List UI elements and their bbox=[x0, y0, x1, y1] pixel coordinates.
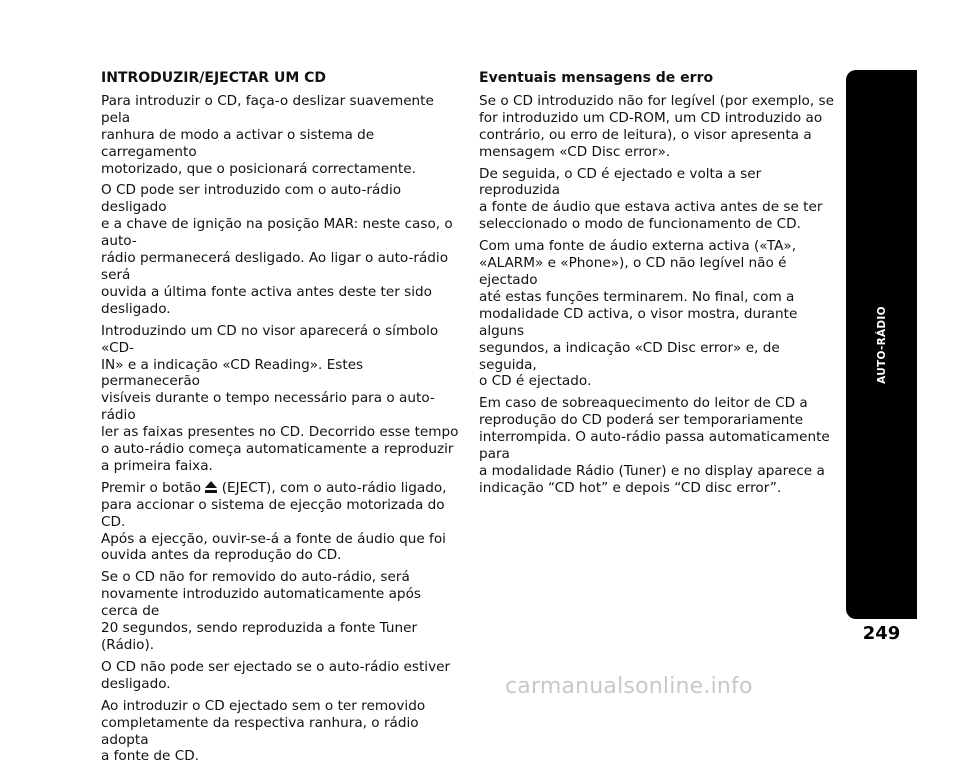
paragraph: O CD não pode ser ejectado se o auto-rádio estiver desligado. bbox=[101, 658, 451, 692]
paragraph: Ao introduzir o CD ejectado sem o ter removido completamente da respectiva ranhura, o rádio adopta a fonte de CD. bbox=[101, 697, 426, 765]
paragraph: Introduzindo um CD no visor aparecerá o símbolo «CD- IN» e a indicação «CD Reading». Estes permanecerão visíveis durante o tempo necessário para o auto-rádio ler as faixas presentes no CD. Decorrido esse tempo o auto-rádio começa automaticamente a reproduzir a primeira faixa. bbox=[101, 322, 459, 474]
paragraph: Com uma fonte de áudio externa activa («TA», «ALARM» e «Phone»), o CD não legível não é ejectado até estas funções terminarem. No final, com a modalidade CD activa, o visor mostra, durante alguns segundos, a indicação «CD Disc error» e, de seguida, o CD é ejectado. bbox=[479, 238, 798, 390]
eject-text-before: Premir o botão bbox=[101, 479, 206, 496]
left-column bbox=[101, 70, 461, 770]
eject-paragraph bbox=[101, 480, 461, 565]
section-side-tab bbox=[846, 70, 917, 619]
paragraph: Para introduzir o CD, faça-o deslizar suavemente pela ranhura de modo a activar o sistema de carregamento motorizado, que o posicionará correctamente. bbox=[101, 92, 434, 177]
paragraph: O CD pode ser introduzido com o auto-rádio desligado e a chave de ignição na posição MAR: neste caso, o auto- rádio permanecerá desligado. Ao ligar o auto-rádio será ouvida a última fonte activa antes deste ter sido desligado. bbox=[101, 182, 453, 317]
paragraph: Se o CD não for removido do auto-rádio, será novamente introduzido automaticamente após cerca de 20 segundos, sendo reproduzida a fonte Tuner (Rádio). bbox=[101, 569, 421, 653]
paragraph: Em caso de sobreaquecimento do leitor de CD a reprodução do CD poderá ser temporariamente interrompida. O auto-rádio passa automaticamente para a modalidade Rádio (Tuner) e no display aparece a indicação “CD hot” e depois “CD disc error”. bbox=[479, 395, 830, 496]
page-number: 249 bbox=[862, 623, 901, 644]
section-heading: INTRODUZIR/EJECTAR UM CD bbox=[101, 70, 327, 86]
watermark: carmanualsonline.info bbox=[505, 674, 753, 699]
eject-icon bbox=[205, 481, 217, 493]
side-tab-label: AUTO-RÁDIO bbox=[875, 305, 888, 384]
right-column bbox=[479, 70, 839, 502]
paragraph: Se o CD introduzido não for legível (por exemplo, se for introduzido um CD-ROM, um CD introduzido ao contrário, ou erro de leitura), o visor apresenta a mensagem «CD Disc error». bbox=[479, 92, 834, 160]
paragraph: De seguida, o CD é ejectado e volta a ser reproduzida a fonte de áudio que estava activa antes de se ter seleccionado o modo de funcionamento de CD. bbox=[479, 165, 823, 233]
eject-text-after: (EJECT), com o auto-rádio ligado, para accionar o sistema de ejecção motorizada do CD. Após a ejecção, ouvir-se-á a fonte de áudio que foi ouvida antes da reprodução do CD. bbox=[101, 479, 447, 564]
section-heading: Eventuais mensagens de erro bbox=[479, 70, 714, 86]
